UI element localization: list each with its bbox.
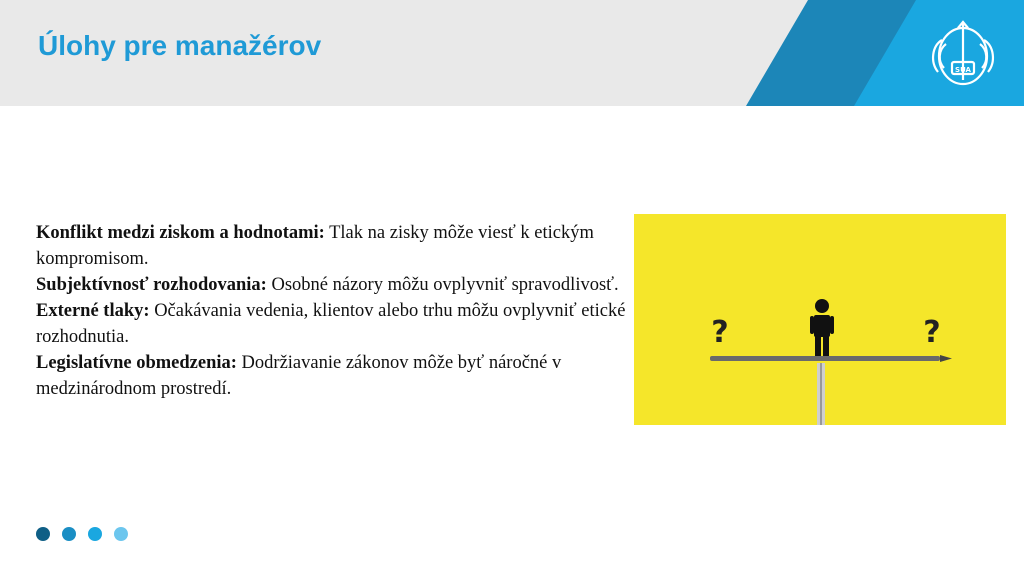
slide-title: Úlohy pre manažérov — [38, 30, 322, 61]
svg-text:SUA: SUA — [955, 66, 971, 74]
question-mark-right: ? — [923, 315, 941, 350]
content-item-term: Externé tlaky: — [36, 301, 150, 321]
content-item — [36, 298, 636, 350]
university-crest-logo-icon — [928, 18, 998, 90]
pagination-dot — [36, 527, 50, 541]
content-item-term: Legislatívne obmedzenia: — [36, 353, 237, 373]
content-text — [36, 220, 636, 402]
pagination-dot — [88, 527, 102, 541]
content-item-text: Tlak na zisky môže viesť k etickým kompromisom. — [36, 223, 594, 269]
content-item-text: Dodržiavanie zákonov môže byť náročné v medzinárodnom prostredí. — [36, 353, 562, 399]
content-item-term: Subjektívnosť rozhodovania: — [36, 275, 267, 295]
question-mark-left: ? — [711, 315, 729, 350]
balance-photo — [634, 214, 1006, 425]
content-item-text: Očakávania vedenia, klientov alebo trhu môžu ovplyvniť etické rozhodnutia. — [36, 301, 626, 347]
content-item-term: Konflikt medzi ziskom a hodnotami: — [36, 223, 325, 243]
pagination-dot — [62, 527, 76, 541]
content-item-text: Osobné názory môžu ovplyvniť spravodlivosť. — [266, 275, 619, 295]
content-item — [36, 350, 636, 402]
content-item — [36, 272, 636, 298]
pagination-dot — [114, 527, 128, 541]
content-item — [36, 220, 636, 272]
